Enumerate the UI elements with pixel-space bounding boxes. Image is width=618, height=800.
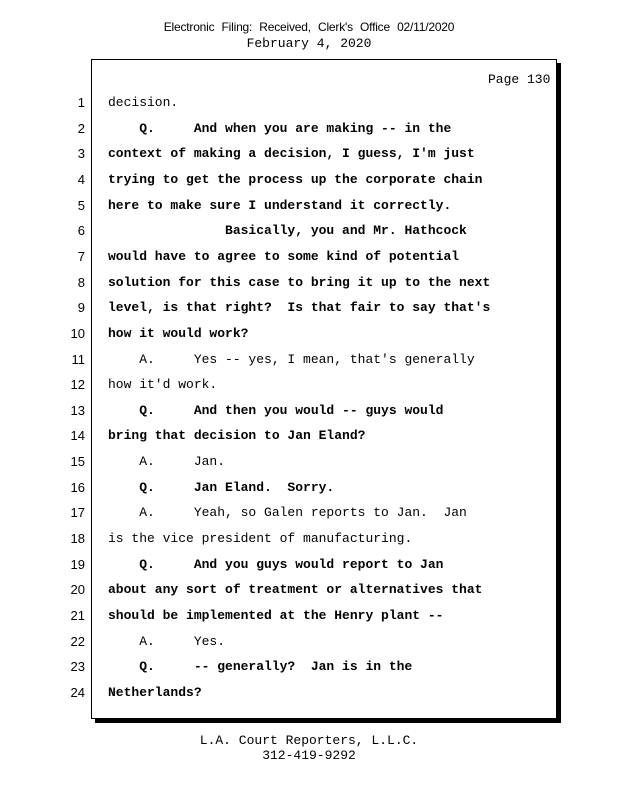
line-text: Netherlands?: [108, 684, 202, 700]
line-number: 16: [70, 479, 85, 495]
transcript-line: [0, 223, 560, 243]
transcript-line: [0, 300, 560, 320]
line-number: 20: [70, 582, 85, 598]
transcript-line: [0, 146, 560, 166]
line-text: is the vice president of manufacturing.: [108, 531, 413, 547]
line-text: Basically, you and Mr. Hathcock: [108, 223, 467, 239]
transcript-line: [0, 480, 560, 500]
line-number: 10: [70, 325, 85, 341]
line-text: decision.: [108, 95, 179, 110]
line-text: Q. Jan Eland. Sorry.: [108, 479, 335, 495]
line-text: Q. -- generally? Jan is in the: [108, 659, 413, 675]
line-text: how it would work?: [108, 325, 249, 341]
line-number: 19: [70, 556, 85, 572]
line-text: about any sort of treatment or alternatives that: [108, 582, 483, 598]
transcript-line: [0, 172, 560, 192]
line-number: 9: [77, 300, 85, 316]
filing-stamp: Electronic Filing: Received, Clerk's Office 02/11/2020: [163, 20, 455, 34]
line-number: 12: [70, 377, 85, 393]
line-number: 5: [77, 197, 85, 213]
line-number: 11: [71, 351, 85, 367]
line-text: Q. And you guys would report to Jan: [108, 556, 444, 572]
line-number: 8: [77, 274, 85, 290]
transcript-line: [0, 685, 560, 705]
transcript-line: [0, 505, 560, 525]
line-text: A. Yeah, so Galen reports to Jan. Jan: [108, 505, 467, 521]
line-text: Q. And then you would -- guys would: [108, 402, 444, 418]
line-text: how it'd work.: [108, 377, 218, 393]
line-text: bring that decision to Jan Eland?: [108, 428, 366, 444]
line-number: 7: [77, 248, 85, 264]
line-number: 18: [70, 531, 85, 547]
line-number: 24: [70, 684, 85, 700]
court-reporter-phone: 312-419-9292: [262, 748, 356, 763]
transcript-line: [0, 659, 560, 679]
line-text: Q. And when you are making -- in the: [108, 120, 452, 136]
line-number: 21: [70, 608, 85, 623]
transcript-line: [0, 428, 560, 448]
transcript-line: [0, 326, 560, 346]
line-number: 6: [77, 223, 85, 239]
transcript-line: [0, 377, 560, 397]
line-number: 4: [77, 171, 85, 187]
line-text: A. Yes -- yes, I mean, that's generally: [108, 351, 475, 367]
line-number: 17: [70, 505, 85, 521]
line-text: A. Yes.: [108, 633, 226, 649]
line-number: 2: [77, 120, 85, 136]
line-text: should be implemented at the Henry plant --: [108, 608, 444, 623]
transcript-line: [0, 249, 560, 269]
transcript-date: February 4, 2020: [246, 36, 372, 51]
line-text: trying to get the process up the corporate chain: [108, 171, 483, 187]
line-number: 1: [77, 95, 85, 110]
line-number: 14: [70, 428, 85, 444]
transcript-line: [0, 557, 560, 577]
line-text: would have to agree to some kind of potential: [108, 248, 460, 264]
transcript-line: [0, 403, 560, 423]
transcript-line: [0, 198, 560, 218]
transcript-line: [0, 352, 560, 372]
footer: [0, 733, 618, 763]
line-text: level, is that right? Is that fair to say that's: [108, 300, 491, 316]
page-number: Page 130: [488, 72, 551, 87]
line-number: 15: [70, 454, 85, 470]
line-number: 23: [70, 659, 85, 675]
transcript-line: [0, 275, 560, 295]
transcript-line: [0, 634, 560, 654]
court-reporter-name: L.A. Court Reporters, L.L.C.: [199, 733, 419, 748]
transcript-line: [0, 608, 560, 628]
transcript-line: [0, 95, 560, 115]
line-number: 13: [70, 402, 85, 418]
line-number: 3: [77, 146, 85, 162]
line-text: solution for this case to bring it up to the next: [108, 274, 491, 290]
transcript-line: [0, 531, 560, 551]
transcript-line: [0, 121, 560, 141]
line-number: 22: [70, 633, 85, 649]
line-text: here to make sure I understand it correctly.: [108, 197, 452, 213]
line-text: context of making a decision, I guess, I'm just: [108, 146, 475, 162]
transcript-line: [0, 582, 560, 602]
transcript-line: [0, 454, 560, 474]
line-text: A. Jan.: [108, 454, 226, 470]
